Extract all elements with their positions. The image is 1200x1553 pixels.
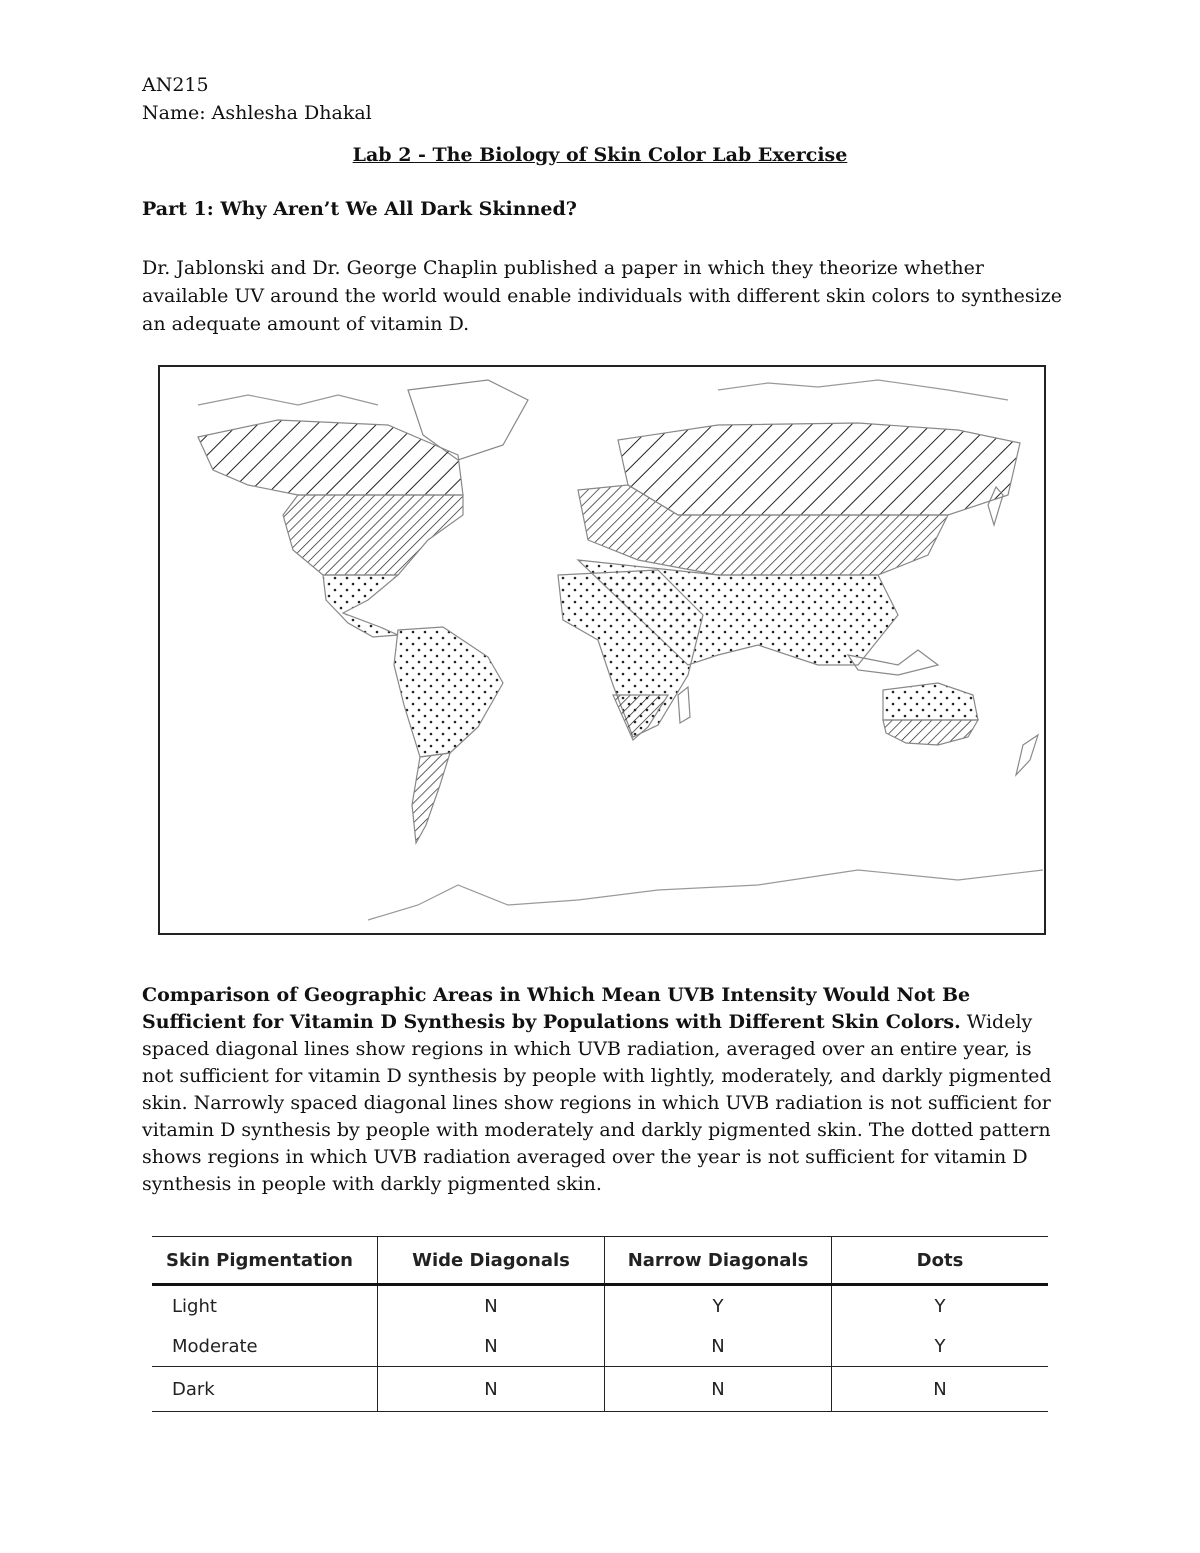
table-row	[152, 1285, 1048, 1327]
cell-moderate-wide: N	[378, 1326, 605, 1367]
cell-dark-wide: N	[378, 1367, 605, 1412]
col-header-dots: Dots	[832, 1237, 1049, 1285]
pigmentation-table	[152, 1236, 1048, 1412]
table-row	[152, 1367, 1048, 1412]
eurasia-wide-diagonals	[618, 423, 1020, 515]
caption-body: Widely spaced diagonal lines show regions in which UVB radiation, averaged over an entire year, is not sufficient for vitamin D synthesis by people with lightly, moderately, and darkly pigmented skin. Narrowly spaced diagonal lines show regions in which UVB radiation is not sufficient for vitamin D synthesis by people with moderately and darkly pigmented skin. The dotted pattern shows regions in which UVB radiation averaged over the year is not sufficient for vitamin D synthesis in people with darkly pigmented skin.	[142, 1011, 1052, 1195]
caption-bold-title: Comparison of Geographic Areas in Which Mean UVB Intensity Would Not Be Sufficient for Vitamin D Synthesis by Populations with Different Skin Colors.	[142, 984, 971, 1033]
cell-moderate-dots: Y	[832, 1326, 1049, 1367]
row-label-moderate: Moderate	[152, 1326, 378, 1367]
part1-intro: Dr. Jablonski and Dr. George Chaplin published a paper in which they theorize whether available UV around the world would enable individuals with different skin colors to synthesize an adequate amount of vitamin D.	[142, 257, 1063, 335]
course-code: AN215	[142, 74, 209, 96]
cell-dark-dots: N	[832, 1367, 1049, 1412]
col-header-wide-diagonals: Wide Diagonals	[378, 1237, 605, 1285]
figure-caption	[142, 982, 1062, 1198]
pigmentation-table-wrap	[152, 1236, 1048, 1412]
cell-dark-narrow: N	[605, 1367, 832, 1412]
cell-light-wide: N	[378, 1285, 605, 1327]
world-uvb-map	[158, 365, 1046, 935]
table-row	[152, 1326, 1048, 1367]
cell-light-dots: Y	[832, 1285, 1049, 1327]
table-header-row	[152, 1237, 1048, 1285]
cell-light-narrow: Y	[605, 1285, 832, 1327]
row-label-dark: Dark	[152, 1367, 378, 1412]
student-name: Name: Ashlesha Dhakal	[142, 102, 372, 124]
row-label-light: Light	[172, 1295, 217, 1317]
cell-moderate-narrow: N	[605, 1326, 832, 1367]
col-header-narrow-diagonals: Narrow Diagonals	[605, 1237, 832, 1285]
lab-title: Lab 2 - The Biology of Skin Color Lab Exercise	[352, 144, 848, 166]
part1-heading: Part 1: Why Aren’t We All Dark Skinned?	[142, 198, 577, 220]
col-header-skin-pigmentation: Skin Pigmentation	[152, 1237, 378, 1285]
